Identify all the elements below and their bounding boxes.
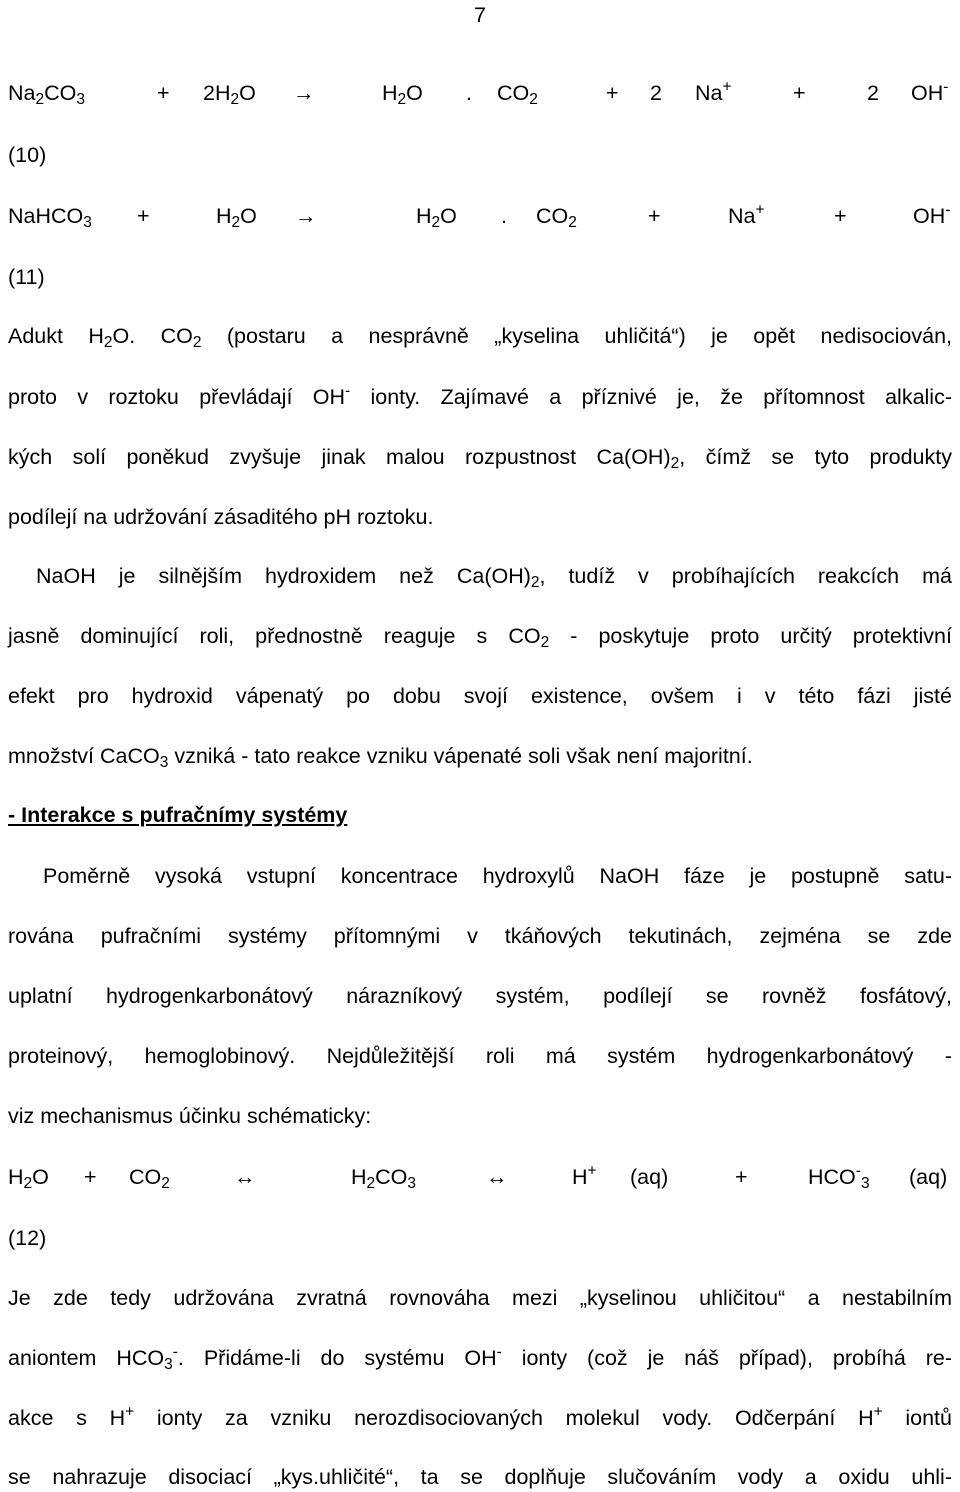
eq10-hydroxide-ion: OH- — [911, 78, 949, 105]
text-line: uplatní hydrogenkarbonátový nárazníkový systém, podílejí se rovněž fosfátový, — [8, 984, 952, 1008]
eq12-aq-1: (aq) — [630, 1165, 669, 1189]
text-line: kých solí poněkud zvyšuje jinak malou rozpustnost $Ca(OH)_2$, čímž se tyto produkty — [8, 445, 952, 472]
eq11-reactant-2: $H_2O$ — [216, 204, 257, 231]
eq10-number: (10) — [8, 143, 47, 167]
eq12-co2: $CO_2$ — [129, 1165, 170, 1192]
text-line: akce s H+ ionty za vzniku nerozdisociovaných molekul vody. Odčerpání H+ iontů — [8, 1403, 952, 1430]
text-line: proteinový, hemoglobinový. Nejdůležitější roli má systém hydrogenkarbonátový - — [8, 1044, 952, 1068]
eq10-arrow-icon: → — [293, 81, 315, 105]
eq10-reactant-1: $Na_2CO_3$ — [8, 81, 85, 108]
eq10-product-1: $H_2O$ — [382, 81, 423, 108]
eq11-product-1: $H_2O$ — [416, 204, 457, 231]
text-line: podílejí na udržování zásaditého pH roztoku. — [8, 505, 434, 529]
eq11-sodium-ion: Na+ — [728, 201, 765, 228]
eq10-sodium-ion: Na+ — [695, 78, 732, 105]
eq12-plus-1: + — [84, 1165, 97, 1189]
eq11-plus-1: + — [137, 204, 150, 228]
eq12-plus-2: + — [735, 1165, 748, 1189]
eq11-number: (11) — [8, 265, 45, 289]
text-line: NaOH je silnějším hydroxidem než $Ca(OH)_2$, tudíž v probíhajících reakcích má — [36, 564, 952, 591]
eq11-dot: . — [501, 204, 507, 228]
text-line: se nahrazuje disociací „kys.uhličité“, ta se doplňuje slučováním vody a oxidu uhli- — [8, 1465, 952, 1489]
eq12-aq-2: (aq) — [909, 1165, 948, 1189]
eq11-plus-3: + — [834, 204, 847, 228]
text-line: proto v roztoku převládají OH- ionty. Zajímavé a příznivé je, že přítomnost alkalic- — [8, 382, 952, 409]
text-line: aniontem $HCO_3^-$. Přidáme-li do systému OH- ionty (což je náš případ), probíhá re- — [8, 1343, 952, 1373]
eq12-bicarbonate-ion: $HCO^-_3$ — [808, 1162, 870, 1192]
eq12-water: $H_2O$ — [8, 1165, 49, 1192]
eq10-coef-3: 2 — [867, 81, 879, 105]
eq10-plus-2: + — [606, 81, 619, 105]
eq10-product-2: $CO_2$ — [497, 81, 538, 108]
eq11-product-2: $CO_2$ — [536, 204, 577, 231]
text-line: Je zde tedy udržována zvratná rovnováha mezi „kyselinou uhličitou“ a nestabilním — [8, 1286, 952, 1310]
text-line: jasně dominující roli, přednostně reaguje s $CO_2$ - poskytuje proto určitý protektivní — [8, 624, 952, 651]
eq10-reactant-2: $2H_2O$ — [203, 81, 256, 108]
eq12-number: (12) — [8, 1226, 47, 1250]
eq10-plus-3: + — [793, 81, 806, 105]
section-heading: - Interakce s pufračnímy systémy — [8, 803, 348, 827]
eq11-reactant-1: NaHCO$_3$ — [8, 204, 92, 231]
eq12-double-arrow-icon: ↔ — [486, 1165, 508, 1189]
eq11-arrow-icon: → — [295, 204, 317, 228]
eq10-dot: . — [466, 81, 472, 105]
eq12-double-arrow-icon: ↔ — [234, 1165, 256, 1189]
eq12-hydrogen-ion: H+ — [572, 1162, 597, 1189]
text-line: Adukt $H_2O$. $CO_2$ (postaru a nesprávně „kyselina uhličitá“) je opět nedisociován, — [8, 324, 952, 351]
eq12-carbonic-acid: $H_2CO_3$ — [351, 1165, 416, 1192]
text-line: rována pufračními systémy přítomnými v tkáňových tekutinách, zejména se zde — [8, 924, 952, 948]
eq10-plus-1: + — [157, 81, 170, 105]
text-line: Poměrně vysoká vstupní koncentrace hydroxylů NaOH fáze je postupně satu- — [43, 864, 952, 888]
text-line: množství CaCO$_3$ vzniká - tato reakce vzniku vápenaté soli však není majoritní. — [8, 744, 753, 771]
eq10-coef-2: 2 — [650, 81, 662, 105]
eq11-plus-2: + — [648, 204, 661, 228]
text-line: viz mechanismus účinku schématicky: — [8, 1104, 372, 1128]
text-line: efekt pro hydroxid vápenatý po dobu svojí existence, ovšem i v této fázi jisté — [8, 684, 952, 708]
page-number: 7 — [474, 3, 486, 27]
eq11-hydroxide-ion: OH- — [913, 201, 951, 228]
